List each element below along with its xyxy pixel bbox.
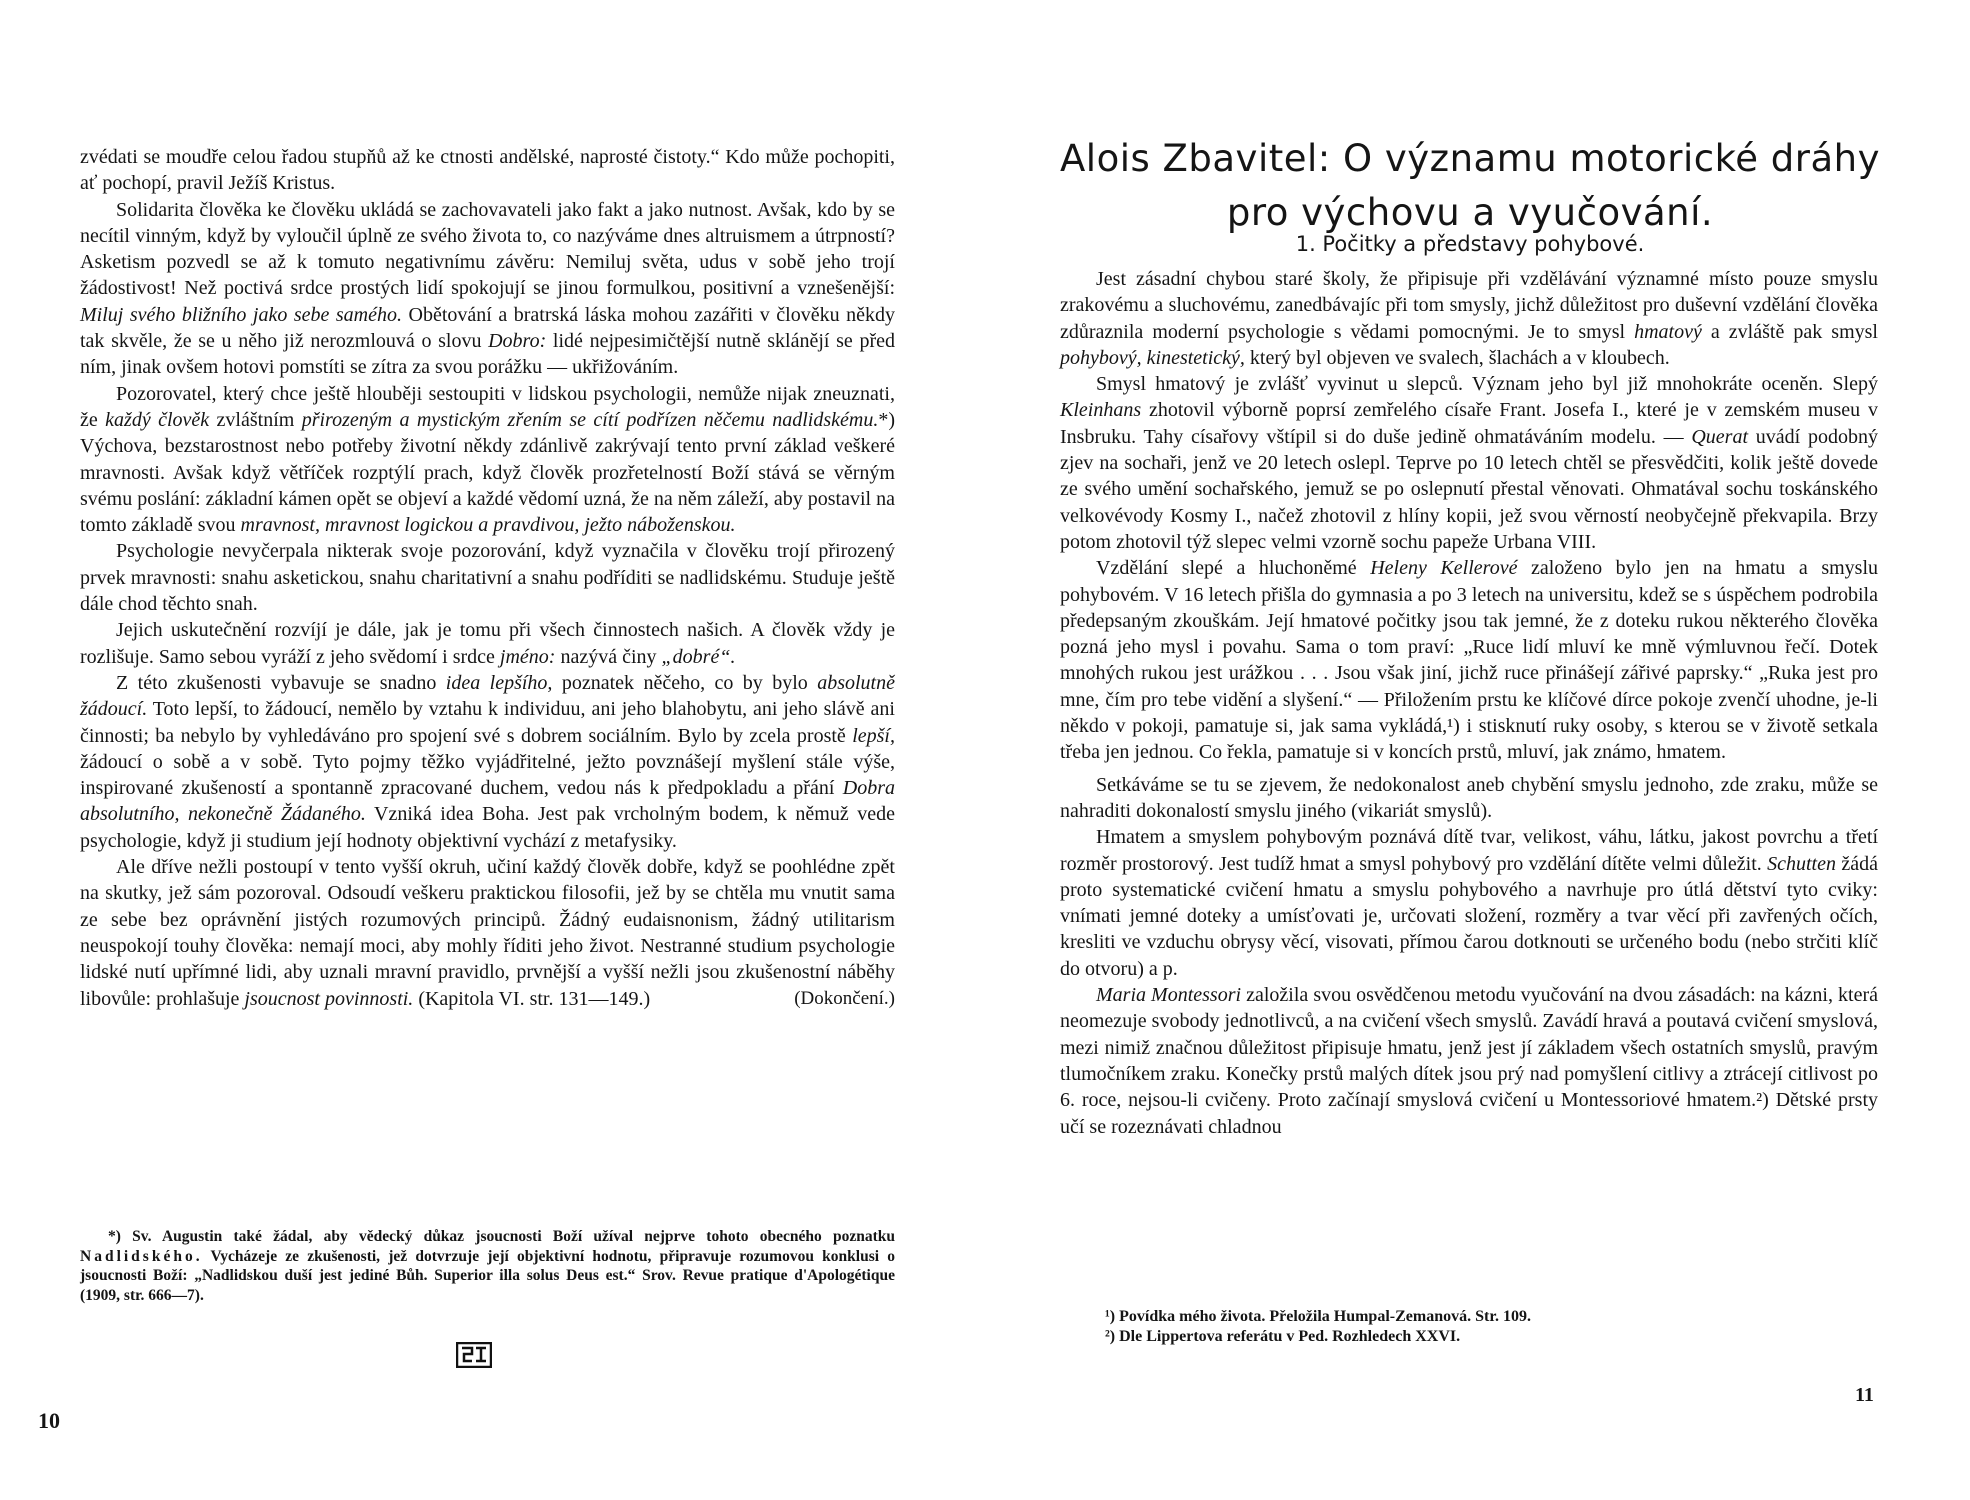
text-run: Vzdělání slepé a hluchoněmé (1096, 557, 1371, 580)
page-number: 11 (1855, 1384, 1874, 1406)
text-run: založila svou osvědčenou metodu vyučování na dvou zásadách: na kázni, která neomezuje svobody jednotlivců, a na cvičení všech smyslů. Zavádí hravá a poutavá cvičení smyslová, mezi nimiž značnou důležitost připisuje hmatu, jenž jest jí základem všech ostatních smyslů, pravým tlumočníkem zraku. Konečky prstů malých dítek jsou prý nad pomyšlení citlivy a ztrácejí citlivost po 6. roce, nejsou-li cvičeny. Proto začínají smyslová cvičení u Montessoriové hmatem.²) Dětské prsty učí se rozeznávati chladnou (1060, 984, 1878, 1138)
text-run: Smysl hmatový je zvlášť vyvinut u slepců. Význam jeho byl již mnohokráte oceněn. Slepý (1096, 373, 1878, 396)
right-footnotes (1105, 1307, 1865, 1347)
footnote: ¹) Povídka mého života. Přeložila Humpal-Zemanová. Str. 109. (1105, 1308, 1531, 1325)
emphasized-text: Querat (1691, 425, 1749, 448)
emphasized-text: mravnost, mravnost logickou a pravdivou, ježto náboženskou. (240, 514, 736, 537)
emphasized-text: Heleny Kellerové (1370, 557, 1518, 580)
text-run: Vzniká idea Boha. Jest pak vrcholným bodem, k němuž vede psychologie, když ji studium její hodnoty objektivní vychází z metafysiky. (80, 803, 895, 852)
text-run: zvédati se moudře celou řadou stupňů až ke ctnosti andělské, naprosté čistoty.“ Kdo může pochopiti, ať pochopí, pravil Ježíš Kristus. (80, 146, 895, 195)
emphasized-text: Kleinhans (1060, 399, 1142, 422)
footnote-text: *) Sv. Augustin také žádal, aby vědecký důkaz jsoucnosti Boží užíval nejprve tohoto obecného poznatku (108, 1228, 895, 1245)
text-run: zhotovil výborně poprsí zemřelého císaře Frant. Josefa I., které je v zemském museu v Insbruku. Tahy císařovy vštípil si do duše jedině ohmatáváním modelu. — (1060, 399, 1878, 448)
emphasized-text: idea lepšího, (445, 671, 553, 694)
emphasized-text: „dobré“. (661, 645, 736, 668)
paragraph (80, 381, 895, 539)
emphasized-text: pohybový, kinestetický, (1060, 346, 1245, 369)
emphasized-text: Dobra absolutního, nekonečně Žádaného. (80, 777, 895, 826)
paragraph (80, 670, 895, 854)
emphasized-text: Maria Montessori (1096, 984, 1242, 1007)
text-run: nazývá činy (555, 645, 662, 668)
text-run: založeno bylo jen na hmatu a smyslu pohybovém. V 16 letech přišla do gymnasia a po 3 letech na universitu, kdež se s úspěchem podrobila předepsaným zkouškám. Její hmatové počitky jsou tak jemné, že z doteku rukou některého člověka pozná jeho mysl i povahu. Sama o tom praví: „Ruce lidí mluví ke mně výmluvnou řečí. Dotek mnohých rukou jest urážkou . . . Jsou však jiní, jichž ruce přinášejí zářivé paprsky.“ „Ruka jest pro mne, čím pro tebe vidění a slyšení.“ — Přiložením prstu ke klíčové dírce pokoje zvenčí uhodne, je-li někdo v pokoji, pamatuje si, jak sama vykládá,¹) i stisknutí ruky osoby, s kterou se v životě setkala třeba jen jednou. Co řekla, pamatuje si v koncích prstů, mluví, jak známo, hmatem. (1060, 557, 1878, 764)
text-run: žádoucí o sobě a v sobě. Tyto pojmy těžko vyjádřitelné, ježto povznášejí myšlení stále výše, inspirované zkušeností a spontanně zpracované duchem, vedou nás k předpokladu a přání (80, 750, 895, 800)
footnote-spaced-word: Nadlidského. (80, 1247, 203, 1265)
printer-ornament-icon (456, 1342, 492, 1368)
emphasized-text: Miluj svého bližního jako sebe samého. (80, 303, 403, 326)
text-run: Hmatem a smyslem pohybovým poznává dítě tvar, velikost, váhu, látku, jakost povrchu a třetí rozměr prostorový. Jest tudíž hmat a smysl pohybový pro vzdělání dítěte velmi důležit. (1060, 826, 1878, 875)
footnote-text: Vycházeje ze zkušenosti, jež dotvrzuje její objektivní hodnotu, připravuje rozumovou konklusi o jsoucnosti Boží: „Nadlidskou duší jest jediné Bůh. Superior illa solus Deus est.“ Srov. Revue pratique d'Apologétique (1909, str. 666—7). (80, 1247, 895, 1304)
paragraph (1060, 982, 1878, 1140)
text-run: Ale dříve nežli postoupí v tento vyšší okruh, učiní každý člověk dobře, když se poohlédne zpět na skutky, jež sám pozoroval. Odsoudí veškeru praktickou filosofii, jež by se chtěla mu vnutit sama ze sebe bez oprávnění jistých rozumových principů. Žádný eudaisnonism, žádný utilitarism neuspokojí touhy člověka: nemají moci, aby mohly říditi jeho život. Nestranné studium psychologie lidské nutí upřímné lidi, aby uznali mravní pravidlo, prvnější a vyšší nežli jsou zkušenostní náběhy libovůle: prohlašuje (80, 856, 895, 1010)
paragraph (1060, 266, 1878, 371)
text-run: *) Výchova, bezstarostnost nebo potřeby životní někdy zdánlivě zakrývají tento první základ veškeré mravnosti. Avšak když větříček rozptýlí prach, když člověk prozřetelností Boží stává se věrným svému poslání: základní kámen opět se objeví a každé vědomí uzná, že na něm záleží, aby postavil na tomto základě svou (80, 408, 895, 537)
article-title: Alois Zbavitel: O významu motorické dráhy pro výchovu a vyučování. (1060, 137, 1880, 234)
left-page-body (80, 144, 895, 1012)
text-run: uvádí podobný zjev na sochaři, jenž ve 20 letech oslepl. Teprve po 10 letech chtěl se přesvědčiti, kolik ještě dovede ze svého umění sochařského, jemuž se po oslepnutí přestal věnovati. Ohmatával sochu toskánského velkovévody Kosmy I., načež zhotovil z hlíny kopii, jež svou věrností neobyčejně překvapila. Brzy potom zhotovil týž slepec velmi vzorně sochu papeže Urbana VIII. (1060, 425, 1878, 553)
text-run: Solidarita člověka ke člověku ukládá se zachovavateli jako fakt a jako nutnost. Avšak, kdo by se necítil vinným, když by vyloučil úplně ze svého života to, co nazýváme dnes altruismem a útrpností? Asketism pozvedl se až k tomuto negativnímu závěru: Nemiluj světa, udus v sobě jeho trojí žádostivost! Než poctivá srdce prostých lidí spokojují se jinou formulkou, positivní a vznešenější: (80, 198, 895, 300)
emphasized-text: jméno: (499, 645, 556, 668)
text-run: Pozorovatel, který chce ještě hlouběji sestoupiti v lidskou psychologii, nemůže nijak zneuznati, že (80, 382, 895, 431)
section-heading: 1. Počitky a představy pohybové. (1295, 232, 1645, 256)
text-run: lidé nejpesimičtější nutně sklánějí se před ním, jinak ovšem hotovi pomstíti se zítra za svou porážku — ukřižováním. (80, 330, 895, 379)
left-footnote (80, 1227, 895, 1305)
paragraph (80, 144, 895, 197)
paragraph (1060, 772, 1878, 825)
paragraph (1060, 371, 1878, 555)
page-number: 10 (38, 1408, 60, 1433)
paragraph (1060, 824, 1878, 982)
paragraph (80, 854, 895, 1012)
text-run: Jest zásadní chybou staré školy, že připisuje při vzdělávání významné místo pouze smyslu zrakovému a sluchovému, zanedbávajíc při tom smysly, jichž důležitost pro duševní vzdělání člověka zdůraznila moderní psychologie s vědami pomocnými. Je to smysl (1060, 268, 1878, 343)
text-run: Psychologie nevyčerpala nikterak svoje pozorování, když vyznačila v člověku trojí přirozený prvek mravnosti: snahu asketickou, snahu charitativní a snahu podříditi se nadlidskému. Studuje ještě dále chod těchto snah. (80, 540, 895, 616)
emphasized-text: absolutně žádoucí. (80, 671, 895, 721)
paragraph (80, 617, 895, 670)
text-run: a zvláště pak smysl (1701, 320, 1878, 343)
text-run: Jejich uskutečnění rozvíjí je dále, jak je tomu při všech činnostech našich. A člověk vždy je rozlišuje. Samo sebou vyráží z jeho svědomí i srdce (80, 619, 895, 668)
text-run: zvláštním (209, 408, 302, 431)
right-page-body (1060, 266, 1878, 1140)
emphasized-text: hmatový (1634, 320, 1702, 343)
text-run: který byl objeven ve svalech, šlachách a v kloubech. (1244, 346, 1670, 369)
emphasized-text: každý člověk (105, 408, 210, 431)
text-run: Z této zkušenosti vybavuje se snadno (116, 671, 446, 694)
emphasized-text: lepší, (852, 724, 895, 747)
text-run: žádá proto systematické cvičení hmatu a smyslu pohybového a navrhuje pro útlá dětství tyto cviky: vnímati jemné doteky a umísťovati je, určovati složení, rozměry a tvar věcí při zavřených očích, kresliti ve vzduchu obrysy věcí, visovati, přímou čarou dotknouti se určeného bodu (nebo strčiti klíč do otvoru) a p. (1060, 852, 1878, 980)
text-run: Toto lepší, to žádoucí, nemělo by vztahu k individuu, ani jeho blahobytu, ani jeho slávě ani činnosti; ba nebylo by vyhledáváno pro spojení své s dobrem sociálním. Bylo by zcela prostě (80, 698, 895, 747)
emphasized-text: přirozeným a mystickým zřením se cítí podřízen něčemu nadlidskému. (301, 408, 879, 431)
emphasized-text: jsoucnost povinnosti. (244, 987, 414, 1010)
emphasized-text: Dobro: (488, 330, 547, 353)
emphasized-text: Schutten (1767, 852, 1836, 875)
right-page (985, 0, 1970, 1500)
text-run: Setkáváme se tu se zjevem, že nedokonalost aneb chybění smyslu jednoho, zde zraku, může se nahraditi dokonalostí smyslu jiného (vikariát smyslů). (1060, 773, 1878, 822)
paragraph (80, 538, 895, 617)
paragraph (1060, 555, 1878, 765)
text-run: poznatek něčeho, co by bylo (552, 671, 818, 694)
footnote: ²) Dle Lippertova referátu v Ped. Rozhledech XXVI. (1105, 1328, 1461, 1345)
signature: (Dokončení.) (794, 987, 895, 1009)
text-run: Obětování a bratrská láska mohou zazářiti v člověku někdy tak skvěle, že se u něho již nerozmlouvá o slovu (80, 303, 895, 353)
paragraph (80, 197, 895, 381)
text-run: (Kapitola VI. str. 131—149.) (413, 987, 651, 1010)
